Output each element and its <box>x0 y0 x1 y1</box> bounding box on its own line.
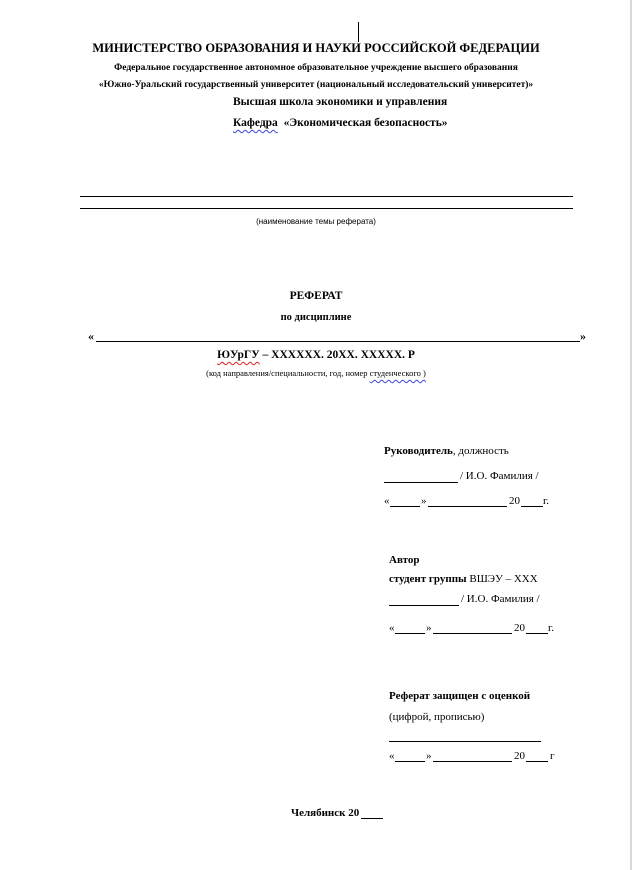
topic-line-1 <box>80 196 573 197</box>
city-year-line <box>361 818 383 819</box>
author-date-month-line <box>433 633 512 634</box>
supervisor-signature-line <box>384 482 458 483</box>
doc-type-title: РЕФЕРАТ <box>289 290 343 302</box>
supervisor-label-rest: , должность <box>452 445 509 457</box>
author-group-bold: студент группы <box>389 573 467 585</box>
defense-grade-line <box>389 741 541 742</box>
defense-date-month-line <box>433 761 512 762</box>
defense-hint: (цифрой, прописью) <box>389 711 485 723</box>
author-date-open: « <box>389 622 395 634</box>
author-label: Автор <box>389 554 420 566</box>
defense-date-day-line <box>395 761 425 762</box>
text-cursor <box>358 22 359 42</box>
ministry-heading: МИНИСТЕРСТВО ОБРАЗОВАНИЯ И НАУКИ РОССИЙСКОЙ ФЕДЕРАЦИИ <box>92 41 540 55</box>
by-discipline: по дисциплине <box>280 312 352 323</box>
code-caption-tail: студенческого ) <box>369 368 426 378</box>
code-caption <box>0 369 632 378</box>
supervisor-date-month-line <box>428 506 507 507</box>
supervisor-date-open: « <box>384 495 390 507</box>
topic-caption: (наименование темы реферата) <box>256 217 376 226</box>
author-group-code: ВШЭУ – ХХХ <box>466 573 538 585</box>
department-word: Кафедра <box>233 117 278 129</box>
supervisor-date-end: г. <box>543 495 550 507</box>
author-date-end: г. <box>548 622 555 634</box>
author-name-placeholder: / И.О. Фамилия / <box>461 593 540 605</box>
author-group <box>389 574 538 585</box>
author-signature-line <box>389 605 459 606</box>
author-date-day-line <box>395 633 425 634</box>
supervisor-date-mid: » <box>421 495 427 507</box>
institution-type: Федеральное государственное автономное образовательное учреждение высшего образования <box>114 63 518 73</box>
code-prefix: ЮУрГУ <box>217 349 260 361</box>
defense-label: Реферат защищен с оценкой <box>389 690 531 702</box>
discipline-open-quote: « <box>88 329 94 343</box>
defense-date-mid: » <box>426 750 432 762</box>
supervisor-date-day-line <box>390 506 420 507</box>
author-date-mid: » <box>426 622 432 634</box>
supervisor-label <box>384 446 509 457</box>
supervisor-date-year: 20 <box>509 495 520 507</box>
author-date-year: 20 <box>514 622 525 634</box>
topic-line-2 <box>80 208 573 209</box>
supervisor-date-year-line <box>521 506 543 507</box>
defense-date-open: « <box>389 750 395 762</box>
defense-date-year-line <box>526 761 548 762</box>
department-line <box>233 118 448 130</box>
document-code <box>0 350 632 362</box>
department-name: «Экономическая безопасность» <box>283 117 448 129</box>
school-name: Высшая школа экономики и управления <box>233 96 448 108</box>
discipline-close-quote: » <box>580 329 586 343</box>
supervisor-name-placeholder: / И.О. Фамилия / <box>460 470 539 482</box>
defense-date-year: 20 <box>514 750 525 762</box>
defense-date-end: г <box>550 750 555 762</box>
university-name: «Южно-Уральский государственный университет (национальный исследовательский университет)» <box>98 80 534 90</box>
author-date-year-line <box>526 633 548 634</box>
supervisor-label-bold: Руководитель <box>384 445 453 457</box>
code-caption-main: (код направления/специальности, год, номер <box>206 368 370 378</box>
code-rest: – ХХХХХХ. 20ХХ. ХХХХХ. Р <box>259 349 415 361</box>
discipline-line <box>96 341 580 342</box>
city-year: Челябинск 20 <box>291 807 360 819</box>
